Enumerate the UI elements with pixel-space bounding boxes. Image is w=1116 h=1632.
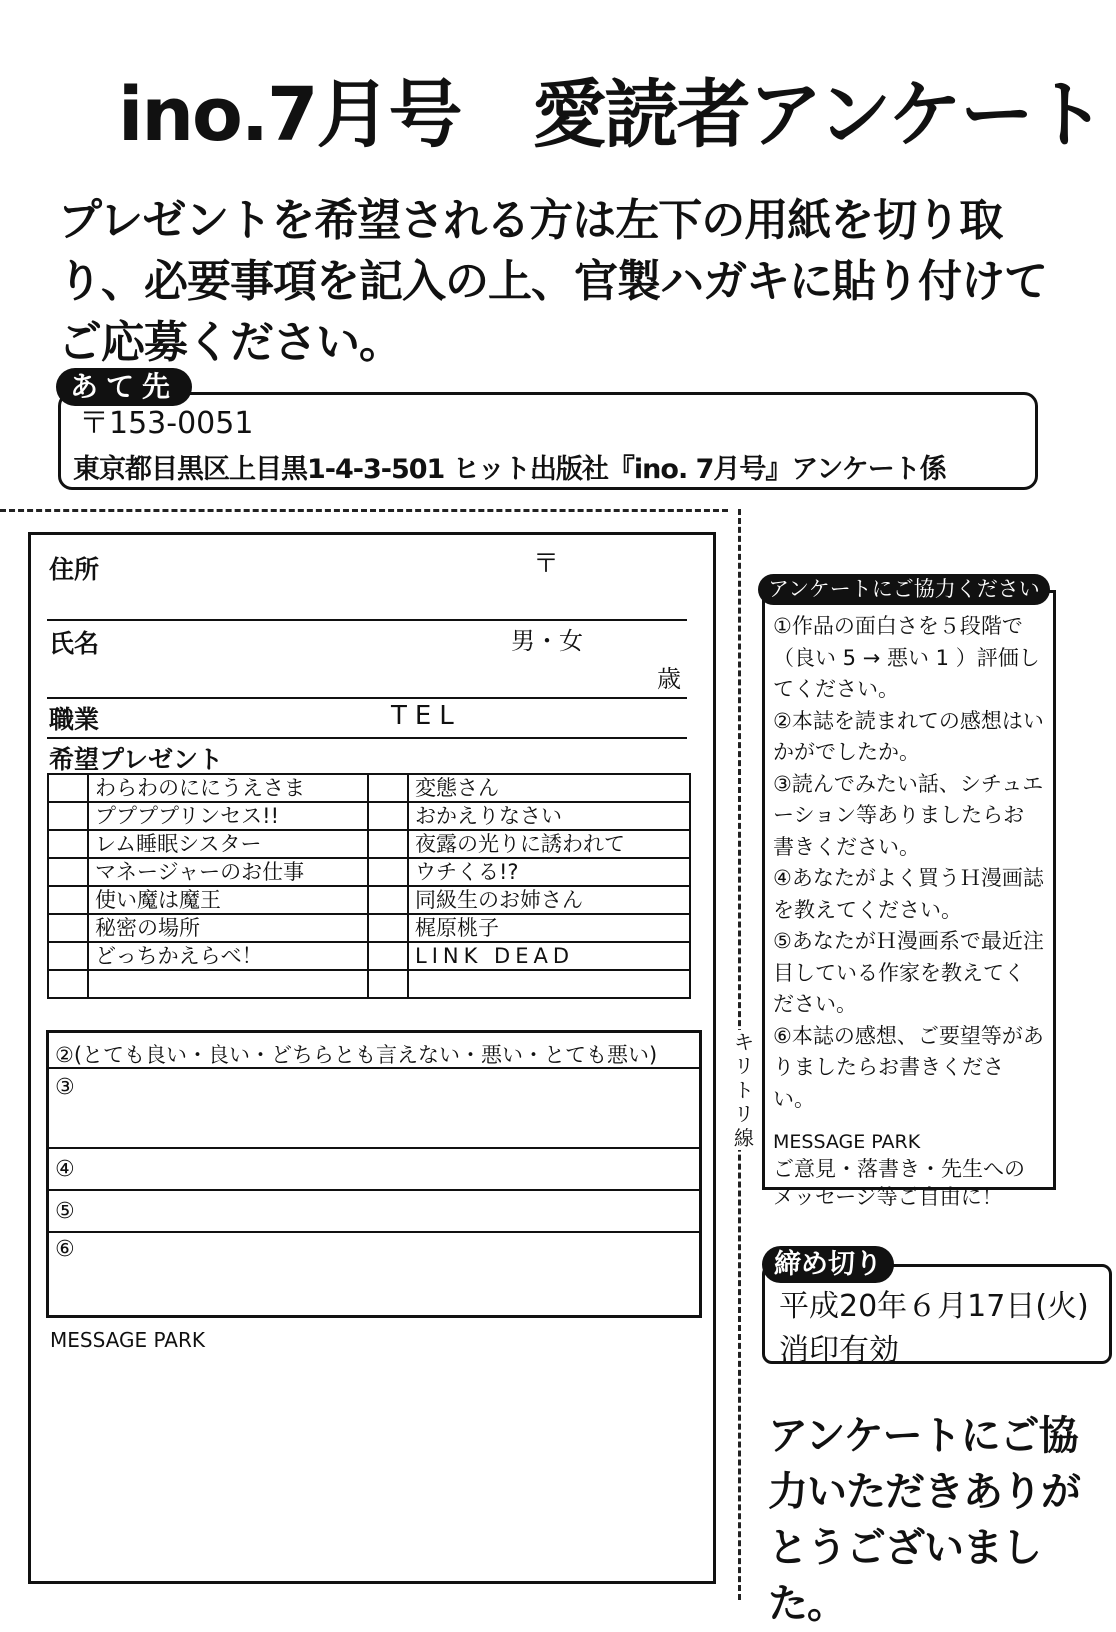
present-option: わらわのににうえさま xyxy=(88,774,368,802)
present-option: レム睡眠シスター xyxy=(88,830,368,858)
present-checkbox[interactable] xyxy=(368,858,408,886)
table-row xyxy=(48,942,690,970)
present-checkbox[interactable] xyxy=(368,830,408,858)
cut-char: リ xyxy=(734,1102,754,1126)
gender-select[interactable]: 男・女 xyxy=(511,627,583,655)
present-checkbox[interactable] xyxy=(368,886,408,914)
job-field-label: 職業 xyxy=(49,705,100,734)
table-row xyxy=(48,914,690,942)
table-row xyxy=(48,774,690,802)
present-checkbox[interactable] xyxy=(368,914,408,942)
message-park-text: ご意見・落書き・先生へのメッセージ等ご自由に！ xyxy=(773,1157,1025,1209)
present-checkbox[interactable] xyxy=(48,942,88,970)
present-option: ウチくる!? xyxy=(408,858,690,886)
table-row xyxy=(48,886,690,914)
present-option xyxy=(88,970,368,998)
q4-row[interactable] xyxy=(49,1149,699,1191)
tel-label: TEL xyxy=(391,701,462,731)
present-table xyxy=(47,773,691,999)
job-underline xyxy=(47,737,687,739)
message-park-title: MESSAGE PARK xyxy=(773,1131,921,1153)
present-checkbox[interactable] xyxy=(368,774,408,802)
present-option: 梶原桃子 xyxy=(408,914,690,942)
q5-label: ⑤ xyxy=(55,1199,75,1224)
cut-char: 線 xyxy=(734,1126,754,1150)
cut-line-horizontal xyxy=(0,509,728,512)
present-checkbox[interactable] xyxy=(48,858,88,886)
present-checkbox[interactable] xyxy=(48,914,88,942)
survey-item: ④あなたがよく買うＨ漫画誌を教えてください。 xyxy=(773,866,1044,922)
intro-text: プレゼントを希望される方は左下の用紙を切り取り、必要事項を記入の上、官製ハガキに貼り付けてご応募ください。 xyxy=(58,195,1047,368)
table-row xyxy=(48,802,690,830)
q3-row[interactable] xyxy=(49,1069,699,1149)
present-option xyxy=(408,970,690,998)
address-line: 東京都目黒区上目黒1-4-3-501 ヒット出版社『ino. 7月号』アンケート係 xyxy=(73,454,946,485)
table-row xyxy=(48,830,690,858)
q6-row[interactable] xyxy=(49,1233,699,1315)
message-park-area[interactable] xyxy=(46,1356,702,1576)
survey-item: ③読んでみたい話、シチュエーション等ありましたらお書きください。 xyxy=(773,771,1044,859)
present-option: おかえりなさい xyxy=(408,802,690,830)
deadline-note: 消印有効 xyxy=(779,1333,899,1368)
present-label: 希望プレゼント xyxy=(49,745,224,774)
table-row xyxy=(48,970,690,998)
table-row xyxy=(48,858,690,886)
present-checkbox[interactable] xyxy=(368,942,408,970)
name-underline xyxy=(47,697,687,699)
q3-label: ③ xyxy=(55,1075,75,1100)
present-checkbox[interactable] xyxy=(368,802,408,830)
present-option: どっちかえらべ！ xyxy=(88,942,368,970)
present-option: 秘密の場所 xyxy=(88,914,368,942)
q4-label: ④ xyxy=(55,1157,75,1182)
cut-char: キ xyxy=(734,1030,754,1054)
present-option: マネージャーのお仕事 xyxy=(88,858,368,886)
survey-item: ①作品の面白さを５段階で（良い 5 → 悪い 1 ）評価してください。 xyxy=(773,614,1040,701)
present-option: 夜露の光りに誘われて xyxy=(408,830,690,858)
survey-badge: アンケートにご協力ください xyxy=(758,574,1050,605)
address-badge: あて先 xyxy=(56,368,192,406)
present-checkbox[interactable] xyxy=(48,970,88,998)
present-checkbox[interactable] xyxy=(48,802,88,830)
present-checkbox[interactable] xyxy=(368,970,408,998)
present-option: LINK DEAD xyxy=(408,942,690,970)
present-checkbox[interactable] xyxy=(48,830,88,858)
present-option: 使い魔は魔王 xyxy=(88,886,368,914)
message-park-label: MESSAGE PARK xyxy=(50,1328,205,1352)
present-checkbox[interactable] xyxy=(48,886,88,914)
present-option: 変態さん xyxy=(408,774,690,802)
name-field-label: 氏名 xyxy=(49,629,100,658)
postal-mark: 〒 xyxy=(533,549,560,579)
cut-char: リ xyxy=(734,1054,754,1078)
postal-code: 〒153-0051 xyxy=(79,406,254,441)
address-box xyxy=(58,392,1038,490)
survey-item: ②本誌を読まれての感想はいかがでしたか。 xyxy=(773,708,1044,764)
q2-row[interactable] xyxy=(49,1033,699,1069)
thanks-message: アンケートにご協力いただきありがとうございました。 xyxy=(768,1413,1080,1627)
address-underline xyxy=(47,619,687,621)
present-option: ププププリンセス!! xyxy=(88,802,368,830)
address-field-label: 住所 xyxy=(49,555,100,584)
survey-item: ⑥本誌の感想、ご要望等がありましたらお書きください。 xyxy=(773,1023,1044,1111)
survey-item: ⑤あなたがＨ漫画系で最近注目している作家を教えてください。 xyxy=(773,929,1044,1016)
age-label: 歳 xyxy=(657,665,681,693)
answer-area xyxy=(46,1030,702,1318)
q2-scale: ②(とても良い・良い・どちらとも言えない・悪い・とても悪い) xyxy=(55,1043,658,1067)
present-checkbox[interactable] xyxy=(48,774,88,802)
page-title: ino.7月号 愛読者アンケート xyxy=(118,72,1105,158)
present-option: 同級生のお姉さん xyxy=(408,886,690,914)
survey-questions xyxy=(762,590,1056,1209)
cut-line-label xyxy=(731,1030,757,1150)
deadline-badge: 締め切り xyxy=(762,1246,894,1283)
q5-row[interactable] xyxy=(49,1191,699,1233)
deadline-date: 平成20年６月17日(火) xyxy=(779,1289,1089,1324)
q6-label: ⑥ xyxy=(55,1237,75,1262)
cut-char: ト xyxy=(734,1078,754,1102)
